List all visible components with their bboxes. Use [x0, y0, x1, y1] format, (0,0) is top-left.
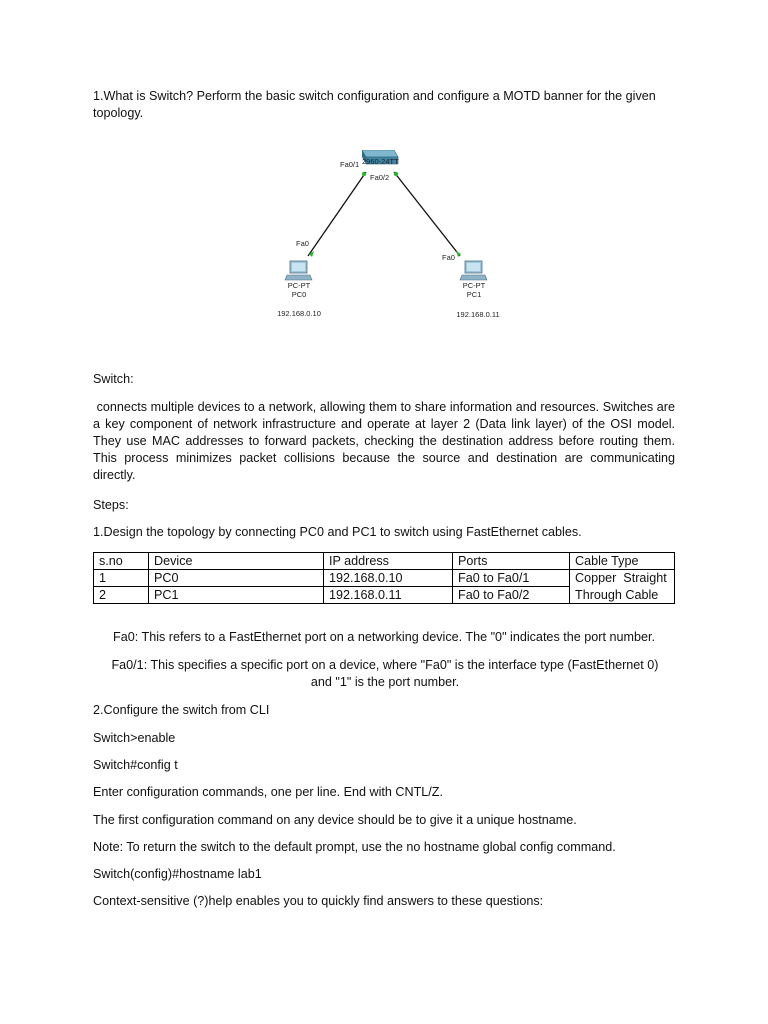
network-topology-diagram [270, 150, 520, 325]
pc0-port-label: Fa0 [296, 239, 309, 248]
cmd-config: Switch#config t [93, 758, 178, 772]
pc1-port-label: Fa0 [442, 253, 455, 262]
table-row [94, 587, 675, 604]
table-header-cell: IP address [324, 553, 453, 570]
table-cell: PC0 [149, 570, 324, 587]
question-text: 1.What is Switch? Perform the basic switch configuration and configure a MOTD banner for the given topology. [93, 89, 656, 120]
pc1-ip-label: 192.168.0.11 [456, 310, 500, 319]
hostname-intro: The first configuration command on any device should be to give it a unique hostname. [93, 813, 577, 827]
pc0-ip-label: 192.168.0.10 [277, 309, 321, 318]
link-status-icon [456, 251, 461, 257]
table-row [94, 570, 675, 587]
cable-pc1-switch [394, 172, 460, 256]
table-cell: Copper Straight [570, 570, 675, 587]
step1-text: 1.Design the topology by connecting PC0 and PC1 to switch using FastEthernet cables. [93, 525, 582, 539]
table-header-cell: s.no [94, 553, 149, 570]
pc0-type-label: PC-PT [287, 281, 311, 290]
table-cell: 192.168.0.11 [324, 587, 453, 604]
table-cell: Through Cable [570, 587, 675, 604]
hostname-note: Note: To return the switch to the default prompt, use the no hostname global config command. [93, 840, 616, 854]
config-prompt-text: Enter configuration commands, one per line. End with CNTL/Z. [93, 785, 443, 799]
pc1-computer-icon [460, 261, 487, 280]
table-cell: 192.168.0.10 [324, 570, 453, 587]
table-header-cell: Device [149, 553, 324, 570]
switch-description: connects multiple devices to a network, allowing them to share information and resources. Switches are a key component of network infrastructure and operate at layer 2 (Data link layer) of the OSI model. They use MAC addresses to forward packets, checking the destination address before routing them. This process minimizes packet collisions because the source and destination are communicating directly. [93, 400, 679, 482]
steps-heading: Steps: [93, 498, 129, 512]
table-cell: 1 [94, 570, 149, 587]
table-cell: PC1 [149, 587, 324, 604]
step2-text: 2.Configure the switch from CLI [93, 703, 270, 717]
table-header-cell: Ports [453, 553, 570, 570]
device-table [93, 552, 675, 604]
pc1-name-label: PC1 [466, 290, 482, 299]
pc1-type-label: PC-PT [462, 281, 486, 290]
link-status-icon [362, 172, 366, 176]
help-text: Context-sensitive (?)help enables you to quickly find answers to these questions: [93, 894, 544, 908]
cmd-enable: Switch>enable [93, 731, 176, 745]
pc0-name-label: PC0 [291, 290, 307, 299]
link-status-icon [394, 172, 398, 176]
note-fa0: Fa0: This refers to a FastEthernet port on a networking device. The "0" indicates the port number. [113, 630, 655, 644]
pc0-computer-icon [285, 261, 312, 280]
table-cell: Fa0 to Fa0/1 [453, 570, 570, 587]
cable-pc0-switch [308, 172, 366, 256]
table-cell: 2 [94, 587, 149, 604]
note-fa01: Fa0/1: This specifies a specific port on a device, where "Fa0" is the interface type (FastEthernet 0) and "1" is the port number. [111, 658, 659, 689]
switch-port-fa01-label: Fa0/1 [340, 160, 360, 169]
cmd-hostname: Switch(config)#hostname lab1 [93, 867, 262, 881]
table-header-cell: Cable Type [570, 553, 675, 570]
table-header-row [94, 553, 675, 570]
switch-heading: Switch: [93, 372, 134, 386]
switch-model-label: 2960-24TT [362, 157, 399, 166]
switch-port-fa02-label: Fa0/2 [370, 173, 390, 182]
table-cell: Fa0 to Fa0/2 [453, 587, 570, 604]
